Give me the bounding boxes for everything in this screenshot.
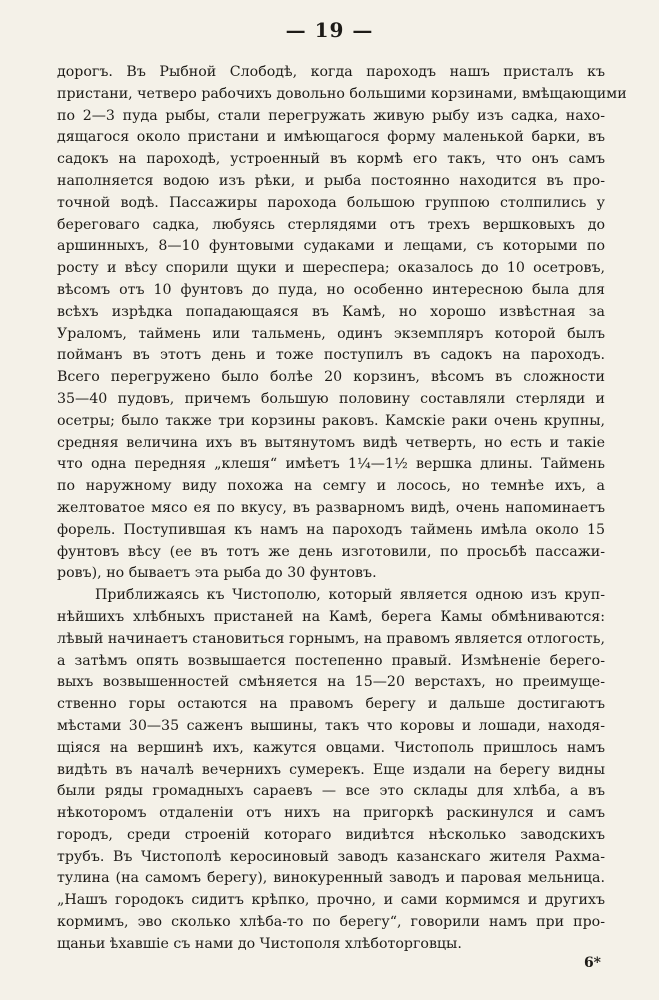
- text-line: лѣвый начинаетъ становиться горнымъ, на правомъ является отлогость,: [57, 630, 605, 647]
- page-number: — 19 —: [285, 18, 374, 42]
- text-line: „Нашъ городокъ сидитъ крѣпко, прочно, и сами кормимся и другихъ: [57, 892, 605, 909]
- text-line: средняя величина ихъ въ вытянутомъ видѣ четверть, но есть и такіе: [57, 434, 605, 451]
- text-line: ровъ), но бываетъ эта рыба до 30 фунтовъ.: [57, 565, 377, 582]
- text-line: нѣйшихъ хлѣбныхъ пристаней на Камѣ, берега Камы обмѣниваются:: [57, 608, 605, 625]
- text-line: были ряды громадныхъ сараевъ — все это склады для хлѣба, а въ: [57, 783, 605, 800]
- text-line: нѣкоторомъ отдаленіи отъ нихъ на пригоркѣ раскинулся и самъ: [57, 805, 605, 822]
- text-line: по 2—3 пуда рыбы, стали перегружать живую рыбу изъ садка, нахо-: [57, 107, 605, 124]
- signature-mark: 6*: [583, 955, 601, 971]
- text-line: щіяся на вершинѣ ихъ, кажутся овцами. Чистополь пришлось намъ: [57, 739, 605, 756]
- paragraph-2: [57, 585, 605, 956]
- text-line: что одна передняя „клешя“ имѣетъ 1¼—1½ вершка длины. Таймень: [57, 456, 605, 473]
- text-line: мѣстами 30—35 саженъ вышины, такъ что коровы и лошади, находя-: [57, 717, 605, 734]
- text-line: всѣхъ изрѣдка попадающаяся въ Камѣ, но хорошо извѣстная за: [57, 303, 605, 320]
- text-line: форель. Поступившая къ намъ на пароходъ таймень имѣла около 15: [57, 521, 605, 538]
- text-line: береговаго садка, любуясь стерлядями отъ трехъ вершковыхъ до: [57, 216, 605, 233]
- text-line: фунтовъ вѣсу (ее въ тотъ же день изготовили, по просьбѣ пассажи-: [57, 543, 605, 560]
- text-line: ственно горы остаются на правомъ берегу и дальше достигаютъ: [57, 696, 605, 713]
- text-line: точной водѣ. Пассажиры парохода большою группою столпились у: [57, 194, 605, 211]
- text-line: пристани, четверо рабочихъ довольно большими корзинами, вмѣщающими: [57, 85, 627, 102]
- text-line: аршинныхъ, 8—10 фунтовыми судаками и лещами, съ которыми по: [57, 238, 605, 255]
- text-line: желтоватое мясо ея по вкусу, въ разварномъ видѣ, очень напоминаетъ: [57, 499, 605, 516]
- text-line: щаньи ѣхавшіе съ нами до Чистополя хлѣботорговцы.: [57, 935, 462, 952]
- text-line: росту и вѣсу спорили щуки и шереспера; оказалось до 10 осетровъ,: [57, 260, 605, 277]
- text-line: вѣсомъ отъ 10 фунтовъ до пуда, но особенно интересною была для: [57, 281, 605, 298]
- text-line: садокъ на пароходѣ, устроенный въ кормѣ его такъ, что онъ самъ: [57, 151, 605, 168]
- text-line: по наружному виду похожа на семгу и лосось, но темнѣе ихъ, а: [57, 478, 605, 495]
- text-line: выхъ возвышенностей смѣняется на 15—20 верстахъ, но преимуще-: [57, 674, 605, 691]
- text-line: тулина (на самомъ берегу), винокуренный заводъ и паровая мельница.: [57, 870, 605, 887]
- body-text: [57, 62, 627, 956]
- text-line: осетры; было также три корзины раковъ. Камскіе раки очень крупны,: [57, 412, 605, 429]
- text-line: наполняется водою изъ рѣки, и рыба постоянно находится въ про-: [57, 172, 605, 189]
- paragraph-1: [57, 62, 627, 585]
- text-line: дорогъ. Въ Рыбной Слободѣ, когда пароходъ нашъ присталъ къ: [57, 64, 605, 80]
- text-line: видѣть въ началѣ вечернихъ сумерекъ. Еще издали на берегу видны: [57, 761, 605, 778]
- text-line: пойманъ въ этотъ день и тоже поступилъ въ садокъ на пароходъ.: [57, 347, 605, 364]
- text-line: а затѣмъ опять возвышается постепенно правый. Измѣненіе берего-: [57, 652, 605, 669]
- text-line: 35—40 пудовъ, причемъ большую половину составляли стерляди и: [57, 390, 605, 407]
- text-line: Ураломъ, таймень или тальмень, одинъ экземпляръ которой былъ: [57, 325, 605, 342]
- text-line: Приближаясь къ Чистополю, который является одною изъ круп-: [95, 587, 605, 604]
- text-line: Всего перегружено было болѣе 20 корзинъ, вѣсомъ въ сложности: [57, 369, 605, 386]
- text-line: кормимъ, эво сколько хлѣба-то по берегу“, говорили намъ при про-: [57, 914, 605, 931]
- text-line: дящагося около пристани и имѣющагося форму маленькой барки, въ: [57, 129, 605, 146]
- text-line: трубъ. Въ Чистополѣ керосиновый заводъ казанскаго жителя Рахма-: [57, 848, 605, 865]
- text-line: городъ, среди строеній котораго видиѣтся нѣсколько заводскихъ: [57, 826, 605, 843]
